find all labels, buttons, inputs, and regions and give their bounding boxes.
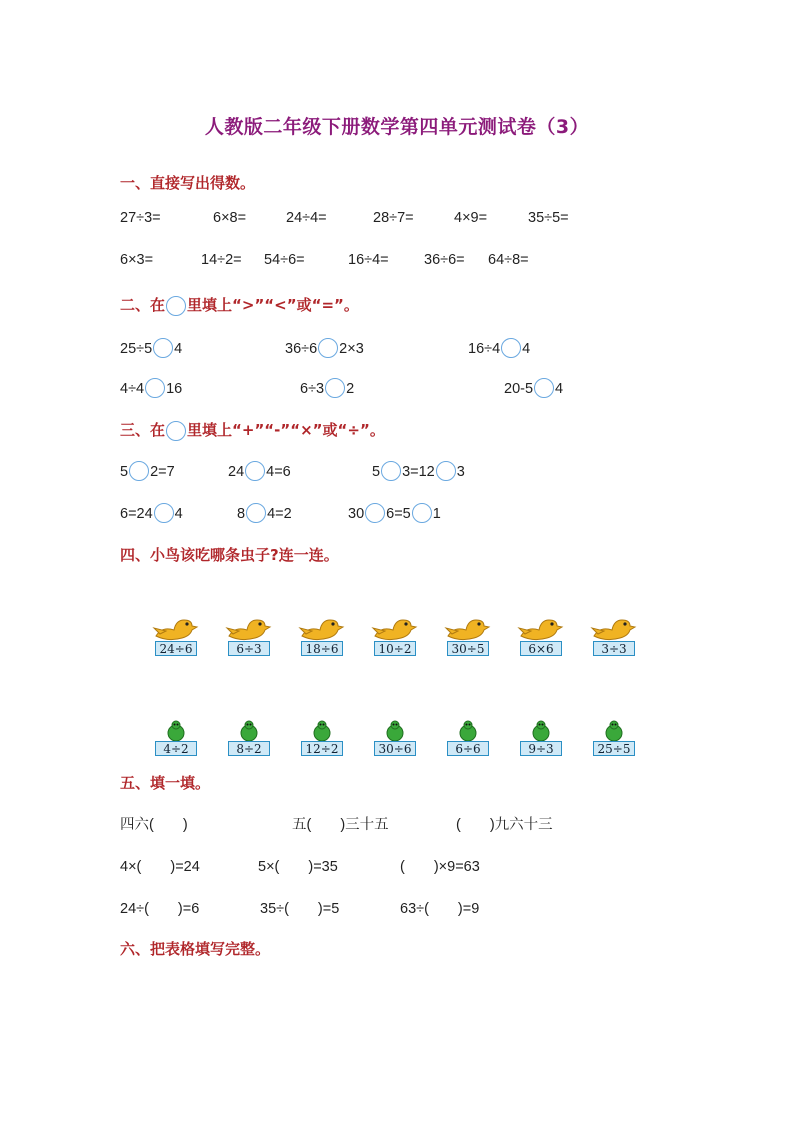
operator-item bbox=[237, 503, 292, 523]
expr-part: 4=6 bbox=[266, 464, 291, 480]
right-expr: 4 bbox=[555, 381, 564, 397]
section-6-heading: 六、把表格填写完整。 bbox=[120, 940, 271, 958]
bird-expression: 6×6 bbox=[520, 641, 562, 656]
bird-icon bbox=[371, 612, 419, 642]
right-expr: 4 bbox=[174, 341, 183, 357]
answer-circle[interactable] bbox=[501, 338, 521, 358]
bird-card[interactable] bbox=[152, 612, 200, 656]
answer-circle[interactable] bbox=[153, 338, 173, 358]
operator-item bbox=[120, 503, 183, 523]
bird-card[interactable] bbox=[298, 612, 346, 656]
problem: 27÷3= bbox=[120, 210, 161, 226]
fill-item[interactable]: 四六( ) bbox=[120, 817, 188, 833]
expr-part: 30 bbox=[348, 506, 365, 522]
blank-circle-icon bbox=[166, 296, 186, 316]
section-3-row-1 bbox=[0, 461, 794, 483]
problem: 24÷4= bbox=[286, 210, 327, 226]
bird-icon bbox=[152, 612, 200, 642]
heading-prefix: 二、在 bbox=[120, 296, 166, 314]
bird-icon bbox=[517, 612, 565, 642]
bug-card[interactable] bbox=[444, 720, 492, 756]
expr-part: 4 bbox=[174, 506, 183, 522]
problem: 35÷5= bbox=[528, 210, 569, 226]
heading-suffix: 里填上“+”“-”“×”或“÷”。 bbox=[187, 421, 385, 439]
problem: 4×9= bbox=[454, 210, 488, 226]
right-expr: 4 bbox=[522, 341, 531, 357]
section-1-heading: 一、直接写出得数。 bbox=[120, 174, 256, 192]
bird-card[interactable] bbox=[517, 612, 565, 656]
fill-item[interactable]: 35÷( )=5 bbox=[260, 901, 340, 917]
answer-circle[interactable] bbox=[381, 461, 401, 481]
section-1-row-2 bbox=[0, 252, 794, 274]
bug-icon bbox=[152, 720, 200, 742]
answer-circle[interactable] bbox=[154, 503, 174, 523]
problem: 14÷2= bbox=[201, 252, 242, 268]
section-3-row-2 bbox=[0, 503, 794, 525]
bug-expression: 30÷6 bbox=[374, 741, 416, 756]
problem: 28÷7= bbox=[373, 210, 414, 226]
section-5-heading: 五、填一填。 bbox=[120, 774, 211, 792]
left-expr: 36÷6 bbox=[285, 341, 318, 357]
operator-item bbox=[348, 503, 441, 523]
bird-expression: 10÷2 bbox=[374, 641, 416, 656]
bird-card[interactable] bbox=[444, 612, 492, 656]
bug-card[interactable] bbox=[590, 720, 638, 756]
fill-item[interactable]: 五( )三十五 bbox=[292, 817, 389, 833]
fill-item[interactable]: 4×( )=24 bbox=[120, 859, 200, 875]
left-expr: 6÷3 bbox=[300, 381, 325, 397]
bug-expression: 25÷5 bbox=[593, 741, 635, 756]
bug-card[interactable] bbox=[517, 720, 565, 756]
expr-part: 8 bbox=[237, 506, 246, 522]
answer-circle[interactable] bbox=[365, 503, 385, 523]
answer-circle[interactable] bbox=[245, 461, 265, 481]
right-expr: 2×3 bbox=[339, 341, 364, 357]
left-expr: 4÷4 bbox=[120, 381, 145, 397]
bug-icon bbox=[517, 720, 565, 742]
answer-circle[interactable] bbox=[318, 338, 338, 358]
bug-icon bbox=[225, 720, 273, 742]
section-1-row-1 bbox=[0, 210, 794, 232]
compare-item bbox=[120, 338, 182, 358]
section-2-row-1 bbox=[0, 338, 794, 360]
fill-item[interactable]: 63÷( )=9 bbox=[400, 901, 480, 917]
section-5-row-1 bbox=[0, 813, 794, 835]
section-3-heading bbox=[120, 419, 385, 441]
bird-expression: 30÷5 bbox=[447, 641, 489, 656]
bug-card[interactable] bbox=[298, 720, 346, 756]
bird-card[interactable] bbox=[590, 612, 638, 656]
problem: 64÷8= bbox=[488, 252, 529, 268]
bird-icon bbox=[225, 612, 273, 642]
compare-item bbox=[285, 338, 364, 358]
answer-circle[interactable] bbox=[246, 503, 266, 523]
answer-circle[interactable] bbox=[145, 378, 165, 398]
bird-card[interactable] bbox=[225, 612, 273, 656]
expr-part: 1 bbox=[432, 506, 441, 522]
section-4-heading: 四、小鸟该吃哪条虫子?连一连。 bbox=[120, 546, 339, 564]
fill-item[interactable]: ( )×9=63 bbox=[400, 859, 480, 875]
answer-circle[interactable] bbox=[412, 503, 432, 523]
expr-part: 5 bbox=[372, 464, 381, 480]
bug-expression: 12÷2 bbox=[301, 741, 343, 756]
expr-part: 2=7 bbox=[150, 464, 175, 480]
section-5-row-3 bbox=[0, 897, 794, 919]
bird-expression: 6÷3 bbox=[228, 641, 270, 656]
fill-item[interactable]: 24÷( )=6 bbox=[120, 901, 200, 917]
problem: 16÷4= bbox=[348, 252, 389, 268]
bird-card[interactable] bbox=[371, 612, 419, 656]
bird-expression: 3÷3 bbox=[593, 641, 635, 656]
section-2-row-2 bbox=[0, 378, 794, 400]
bug-icon bbox=[298, 720, 346, 742]
problem: 36÷6= bbox=[424, 252, 465, 268]
bird-icon bbox=[444, 612, 492, 642]
expr-part: 3=12 bbox=[402, 464, 435, 480]
left-expr: 20-5 bbox=[504, 381, 534, 397]
bug-expression: 9÷3 bbox=[520, 741, 562, 756]
answer-circle[interactable] bbox=[325, 378, 345, 398]
compare-item bbox=[120, 378, 182, 398]
bug-icon bbox=[444, 720, 492, 742]
expr-part: 6=24 bbox=[120, 506, 153, 522]
bug-card[interactable] bbox=[152, 720, 200, 756]
right-expr: 2 bbox=[346, 381, 355, 397]
section-5-row-2 bbox=[0, 855, 794, 877]
bug-card[interactable] bbox=[225, 720, 273, 756]
bug-expression: 8÷2 bbox=[228, 741, 270, 756]
expr-part: 24 bbox=[228, 464, 245, 480]
bug-expression: 6÷6 bbox=[447, 741, 489, 756]
bird-icon bbox=[590, 612, 638, 642]
left-expr: 25÷5 bbox=[120, 341, 153, 357]
expr-part: 3 bbox=[456, 464, 465, 480]
blank-circle-icon bbox=[166, 421, 186, 441]
expr-part: 6=5 bbox=[386, 506, 411, 522]
bug-icon bbox=[590, 720, 638, 742]
operator-item bbox=[228, 461, 291, 481]
answer-circle[interactable] bbox=[436, 461, 456, 481]
bird-expression: 24÷6 bbox=[155, 641, 197, 656]
problem: 6×8= bbox=[213, 210, 247, 226]
answer-circle[interactable] bbox=[129, 461, 149, 481]
heading-suffix: 里填上“>”“<”或“=”。 bbox=[187, 296, 359, 314]
right-expr: 16 bbox=[166, 381, 183, 397]
compare-item bbox=[468, 338, 530, 358]
problem: 6×3= bbox=[120, 252, 154, 268]
compare-item bbox=[300, 378, 354, 398]
bug-card[interactable] bbox=[371, 720, 419, 756]
operator-item bbox=[372, 461, 465, 481]
answer-circle[interactable] bbox=[534, 378, 554, 398]
expr-part: 5 bbox=[120, 464, 129, 480]
left-expr: 16÷4 bbox=[468, 341, 501, 357]
expr-part: 4=2 bbox=[267, 506, 292, 522]
bug-icon bbox=[371, 720, 419, 742]
page-title: 人教版二年级下册数学第四单元测试卷（3） bbox=[204, 116, 590, 138]
compare-item bbox=[504, 378, 563, 398]
problem: 54÷6= bbox=[264, 252, 305, 268]
bird-expression: 18÷6 bbox=[301, 641, 343, 656]
section-2-heading bbox=[120, 294, 359, 316]
fill-item[interactable]: ( )九六十三 bbox=[456, 817, 553, 833]
heading-prefix: 三、在 bbox=[120, 421, 166, 439]
bug-expression: 4÷2 bbox=[155, 741, 197, 756]
fill-item[interactable]: 5×( )=35 bbox=[258, 859, 338, 875]
bird-icon bbox=[298, 612, 346, 642]
operator-item bbox=[120, 461, 175, 481]
